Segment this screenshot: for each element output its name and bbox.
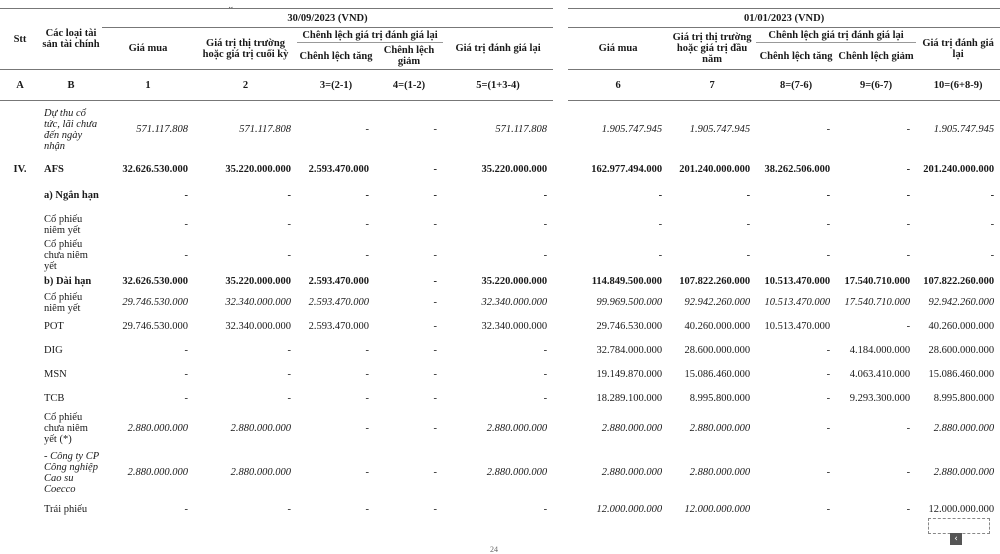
value-cell: - xyxy=(365,369,369,380)
index-cell: 10=(6+8-9) xyxy=(916,70,1000,101)
value-cell: - xyxy=(658,219,663,230)
value-cell: - xyxy=(433,504,437,515)
column-gap xyxy=(553,273,568,291)
column-gap xyxy=(553,363,568,387)
value-cell: 2.880.000.000 xyxy=(933,423,995,434)
value-cell: - xyxy=(906,164,911,175)
value-cell: 15.086.460.000 xyxy=(928,369,995,380)
value-cell: - xyxy=(990,250,995,261)
table-row xyxy=(0,291,1000,315)
value-cell: 4.063.410.000 xyxy=(849,369,911,380)
value-cell: 10.513.470.000 xyxy=(764,297,831,308)
value-cell: 32.340.000.000 xyxy=(481,297,548,308)
index-cell: 4=(1-2) xyxy=(375,70,443,101)
value-cell: 40.260.000.000 xyxy=(928,321,995,332)
stt-cell xyxy=(0,499,40,521)
diff-increase-header: Chênh lệch tăng xyxy=(297,43,375,70)
value-cell: 10.513.470.000 xyxy=(764,276,831,287)
value-cell: - xyxy=(433,124,437,136)
index-cell: 5=(1+3-4) xyxy=(443,70,553,101)
value-cell: 92.942.260.000 xyxy=(684,297,751,308)
value-cell: - xyxy=(658,250,663,261)
value-cell: - xyxy=(433,393,437,404)
value-cell: 1.905.747.945 xyxy=(601,124,663,136)
value-cell: 99.969.500.000 xyxy=(596,297,663,308)
value-cell: - xyxy=(433,467,437,478)
row-label: DIG xyxy=(44,345,63,356)
value-cell: 17.540.710.000 xyxy=(844,297,911,308)
revaluation-diff-header-2: Chênh lệch giá trị đánh giá lại xyxy=(756,28,916,43)
index-row xyxy=(0,70,1000,101)
stt-cell xyxy=(0,101,40,159)
column-gap xyxy=(553,239,568,273)
value-cell: - xyxy=(906,504,911,515)
value-cell: 2.593.470.000 xyxy=(308,297,369,308)
value-cell: - xyxy=(287,190,291,201)
period-header-row xyxy=(0,9,1000,28)
value-cell: 2.880.000.000 xyxy=(601,467,663,478)
index-cell: 9=(6-7) xyxy=(836,70,916,101)
value-cell: - xyxy=(287,250,291,261)
value-cell: 2.880.000.000 xyxy=(933,467,995,478)
stt-cell xyxy=(0,339,40,363)
value-cell: 8.995.800.000 xyxy=(933,393,995,404)
stt-cell xyxy=(0,273,40,291)
value-cell: 571.117.808 xyxy=(495,124,548,136)
value-cell: 12.000.000.000 xyxy=(928,504,995,515)
value-cell: - xyxy=(365,219,369,230)
value-cell: - xyxy=(826,124,831,136)
value-cell: - xyxy=(287,504,291,515)
table-row xyxy=(0,411,1000,447)
gia-mua-header-2: Giá mua xyxy=(568,28,668,70)
value-cell: 2.880.000.000 xyxy=(486,467,548,478)
value-cell: - xyxy=(287,345,291,356)
financial-assets-table xyxy=(0,8,1000,521)
value-cell: - xyxy=(365,504,369,515)
row-label: Trái phiếu xyxy=(44,504,88,515)
revaluation-diff-header: Chênh lệch giá trị đánh giá lại xyxy=(297,28,443,43)
value-cell: - xyxy=(365,190,369,201)
value-cell: - xyxy=(433,321,437,332)
value-cell: 2.593.470.000 xyxy=(308,276,369,287)
value-cell: - xyxy=(365,467,369,478)
value-cell: - xyxy=(433,369,437,380)
value-cell: 114.849.500.000 xyxy=(591,276,663,287)
value-cell: - xyxy=(184,504,188,515)
diff-increase-header-2: Chênh lệch tăng xyxy=(756,43,836,70)
value-cell: - xyxy=(365,250,369,261)
table-row xyxy=(0,447,1000,499)
value-cell: 92.942.260.000 xyxy=(928,297,995,308)
value-cell: - xyxy=(826,190,831,201)
page-number: 24 xyxy=(490,545,498,554)
row-label: Dự thu cổ tức, lãi chưa đến ngày nhận xyxy=(44,107,98,152)
row-label: Cổ phiếu chưa niêm yết xyxy=(44,239,88,272)
column-gap xyxy=(553,315,568,339)
table-row xyxy=(0,211,1000,239)
stt-cell xyxy=(0,315,40,339)
row-label: AFS xyxy=(44,164,64,175)
value-cell: - xyxy=(826,423,831,434)
period-1-header: 30/09/2023 (VND) xyxy=(102,9,553,28)
index-cell: 7 xyxy=(668,70,756,101)
value-cell: 35.220.000.000 xyxy=(481,164,548,175)
value-cell: 107.822.260.000 xyxy=(679,276,751,287)
value-cell: - xyxy=(543,219,548,230)
value-cell: 32.784.000.000 xyxy=(596,345,663,356)
column-gap xyxy=(553,101,568,159)
column-gap xyxy=(553,499,568,521)
column-gap xyxy=(553,159,568,181)
value-cell: - xyxy=(826,250,831,261)
column-gap xyxy=(553,387,568,411)
value-cell: 12.000.000.000 xyxy=(596,504,663,515)
value-cell: - xyxy=(826,393,831,404)
value-cell: - xyxy=(184,190,188,201)
value-cell: - xyxy=(906,423,911,434)
table-row xyxy=(0,387,1000,411)
value-cell: - xyxy=(184,345,188,356)
value-cell: - xyxy=(365,393,369,404)
value-cell: - xyxy=(543,393,548,404)
value-cell: 18.289.100.000 xyxy=(596,393,663,404)
value-cell: 2.880.000.000 xyxy=(230,467,291,478)
value-cell: - xyxy=(746,219,751,230)
value-cell: - xyxy=(826,345,831,356)
value-cell: 2.880.000.000 xyxy=(230,423,291,434)
category-header: Các loại tài sản tài chính xyxy=(40,9,102,70)
selection-box xyxy=(928,518,990,534)
row-label: Cổ phiếu chưa niêm yết (*) xyxy=(44,412,88,445)
value-cell: 2.880.000.000 xyxy=(486,423,548,434)
value-cell: - xyxy=(906,124,911,136)
value-cell: 571.117.808 xyxy=(136,124,188,136)
index-cell: 8=(7-6) xyxy=(756,70,836,101)
value-cell: - xyxy=(826,467,831,478)
sub-header-row xyxy=(0,28,1000,43)
value-cell: 32.340.000.000 xyxy=(481,321,548,332)
value-cell: - xyxy=(658,190,663,201)
diff-decrease-header: Chênh lệch giảm xyxy=(375,43,443,70)
value-cell: - xyxy=(826,219,831,230)
diff-decrease-header-2: Chênh lệch giảm xyxy=(836,43,916,70)
value-cell: - xyxy=(543,250,548,261)
revalued-value-header: Giá trị đánh giá lại xyxy=(443,28,553,70)
value-cell: - xyxy=(184,393,188,404)
value-cell: 32.340.000.000 xyxy=(225,321,291,332)
row-label: POT xyxy=(44,321,64,332)
value-cell: - xyxy=(365,345,369,356)
value-cell: 4.184.000.000 xyxy=(849,345,911,356)
column-gap xyxy=(553,411,568,447)
value-cell: 29.746.530.000 xyxy=(122,321,188,332)
row-label: Cổ phiếu niêm yết xyxy=(44,291,83,314)
index-cell: 2 xyxy=(194,70,297,101)
value-cell: 162.977.494.000 xyxy=(591,164,663,175)
value-cell: 8.995.800.000 xyxy=(689,393,751,404)
table-row xyxy=(0,239,1000,273)
value-cell: 28.600.000.000 xyxy=(684,345,751,356)
value-cell: - xyxy=(287,369,291,380)
index-cell: B xyxy=(40,70,102,101)
value-cell: 32.626.530.000 xyxy=(122,164,188,175)
column-gap xyxy=(553,291,568,315)
value-cell: 107.822.260.000 xyxy=(923,276,995,287)
value-cell: 38.262.506.000 xyxy=(764,164,831,175)
value-cell: 571.117.808 xyxy=(239,124,291,136)
value-cell: 35.220.000.000 xyxy=(225,276,291,287)
value-cell: 9.293.300.000 xyxy=(849,393,911,404)
value-cell: 1.905.747.945 xyxy=(933,124,995,136)
value-cell: 29.746.530.000 xyxy=(122,297,188,308)
stt-header: Stt xyxy=(0,9,40,70)
value-cell: - xyxy=(906,321,911,332)
value-cell: - xyxy=(543,504,548,515)
stt-cell xyxy=(0,239,40,273)
value-cell: 12.000.000.000 xyxy=(684,504,751,515)
value-cell: - xyxy=(365,124,369,136)
chevron-left-icon[interactable]: ‹ xyxy=(950,533,962,545)
row-label: a) Ngắn hạn xyxy=(44,190,99,201)
value-cell: 19.149.870.000 xyxy=(596,369,663,380)
value-cell: - xyxy=(906,467,911,478)
value-cell: - xyxy=(746,190,751,201)
value-cell: - xyxy=(433,164,437,175)
column-gap xyxy=(553,9,568,28)
value-cell: 15.086.460.000 xyxy=(684,369,751,380)
stt-cell xyxy=(0,211,40,239)
value-cell: - xyxy=(433,190,437,201)
value-cell: 32.340.000.000 xyxy=(225,297,291,308)
value-cell: 29.746.530.000 xyxy=(596,321,663,332)
value-cell: - xyxy=(990,190,995,201)
value-cell: - xyxy=(906,190,911,201)
table-row xyxy=(0,181,1000,211)
value-cell: - xyxy=(287,393,291,404)
value-cell: - xyxy=(543,190,548,201)
value-cell: - xyxy=(906,219,911,230)
stt-cell xyxy=(0,387,40,411)
column-gap xyxy=(553,70,568,101)
table-row xyxy=(0,363,1000,387)
table-row xyxy=(0,499,1000,521)
value-cell: - xyxy=(184,369,188,380)
value-cell: 10.513.470.000 xyxy=(764,321,831,332)
column-gap xyxy=(553,211,568,239)
index-cell: 6 xyxy=(568,70,668,101)
value-cell: - xyxy=(184,219,188,230)
index-cell: 3=(2-1) xyxy=(297,70,375,101)
value-cell: - xyxy=(543,369,548,380)
column-gap xyxy=(553,181,568,211)
chevron-down-icon: ⌄ xyxy=(227,2,235,12)
table-row xyxy=(0,339,1000,363)
value-cell: - xyxy=(433,219,437,230)
value-cell: - xyxy=(365,423,369,434)
table-row xyxy=(0,159,1000,181)
value-cell: 201.240.000.000 xyxy=(923,164,995,175)
value-cell: 2.593.470.000 xyxy=(308,164,369,175)
stt-cell: IV. xyxy=(13,164,27,175)
period-2-header: 01/01/2023 (VND) xyxy=(568,9,1000,28)
table-row xyxy=(0,315,1000,339)
value-cell: 40.260.000.000 xyxy=(684,321,751,332)
value-cell: 32.626.530.000 xyxy=(122,276,188,287)
column-gap xyxy=(553,339,568,363)
market-value-end-header: Giá trị thị trường hoặc giá trị cuối kỳ xyxy=(194,28,297,70)
table-row xyxy=(0,273,1000,291)
value-cell: 2.880.000.000 xyxy=(127,423,188,434)
revalued-value-header-2: Giá trị đánh giá lại xyxy=(916,28,1000,70)
value-cell: - xyxy=(287,219,291,230)
index-cell: 1 xyxy=(102,70,194,101)
value-cell: - xyxy=(990,219,995,230)
table-row xyxy=(0,101,1000,159)
value-cell: 35.220.000.000 xyxy=(225,164,291,175)
stt-cell xyxy=(0,291,40,315)
stt-cell xyxy=(0,181,40,211)
value-cell: 2.880.000.000 xyxy=(689,423,751,434)
value-cell: 2.593.470.000 xyxy=(308,321,369,332)
value-cell: 201.240.000.000 xyxy=(679,164,751,175)
row-label: Cổ phiếu niêm yết xyxy=(44,213,83,236)
value-cell: 17.540.710.000 xyxy=(844,276,911,287)
value-cell: - xyxy=(543,345,548,356)
value-cell: - xyxy=(433,297,437,308)
value-cell: - xyxy=(433,250,437,261)
stt-cell xyxy=(0,411,40,447)
value-cell: 2.880.000.000 xyxy=(601,423,663,434)
value-cell: 2.880.000.000 xyxy=(689,467,751,478)
gia-mua-header: Giá mua xyxy=(102,28,194,70)
stt-cell xyxy=(0,447,40,499)
row-label: MSN xyxy=(44,369,67,380)
value-cell: - xyxy=(906,250,911,261)
value-cell: 28.600.000.000 xyxy=(928,345,995,356)
value-cell: 2.880.000.000 xyxy=(127,467,188,478)
value-cell: - xyxy=(826,369,831,380)
value-cell: 35.220.000.000 xyxy=(481,276,548,287)
value-cell: - xyxy=(826,504,831,515)
row-label: TCB xyxy=(44,393,65,404)
value-cell: 1.905.747.945 xyxy=(689,124,751,136)
row-label: b) Dài hạn xyxy=(44,276,92,287)
row-label: - Công ty CP Công nghiệp Cao su Coecco xyxy=(44,450,99,495)
stt-cell xyxy=(0,363,40,387)
market-value-start-header: Giá trị thị trường hoặc giá trị đầu năm xyxy=(668,28,756,70)
index-cell: A xyxy=(0,70,40,101)
value-cell: - xyxy=(433,276,437,287)
value-cell: - xyxy=(746,250,751,261)
column-gap xyxy=(553,28,568,70)
column-gap xyxy=(553,447,568,499)
value-cell: - xyxy=(433,345,437,356)
value-cell: - xyxy=(433,423,437,434)
value-cell: - xyxy=(184,250,188,261)
